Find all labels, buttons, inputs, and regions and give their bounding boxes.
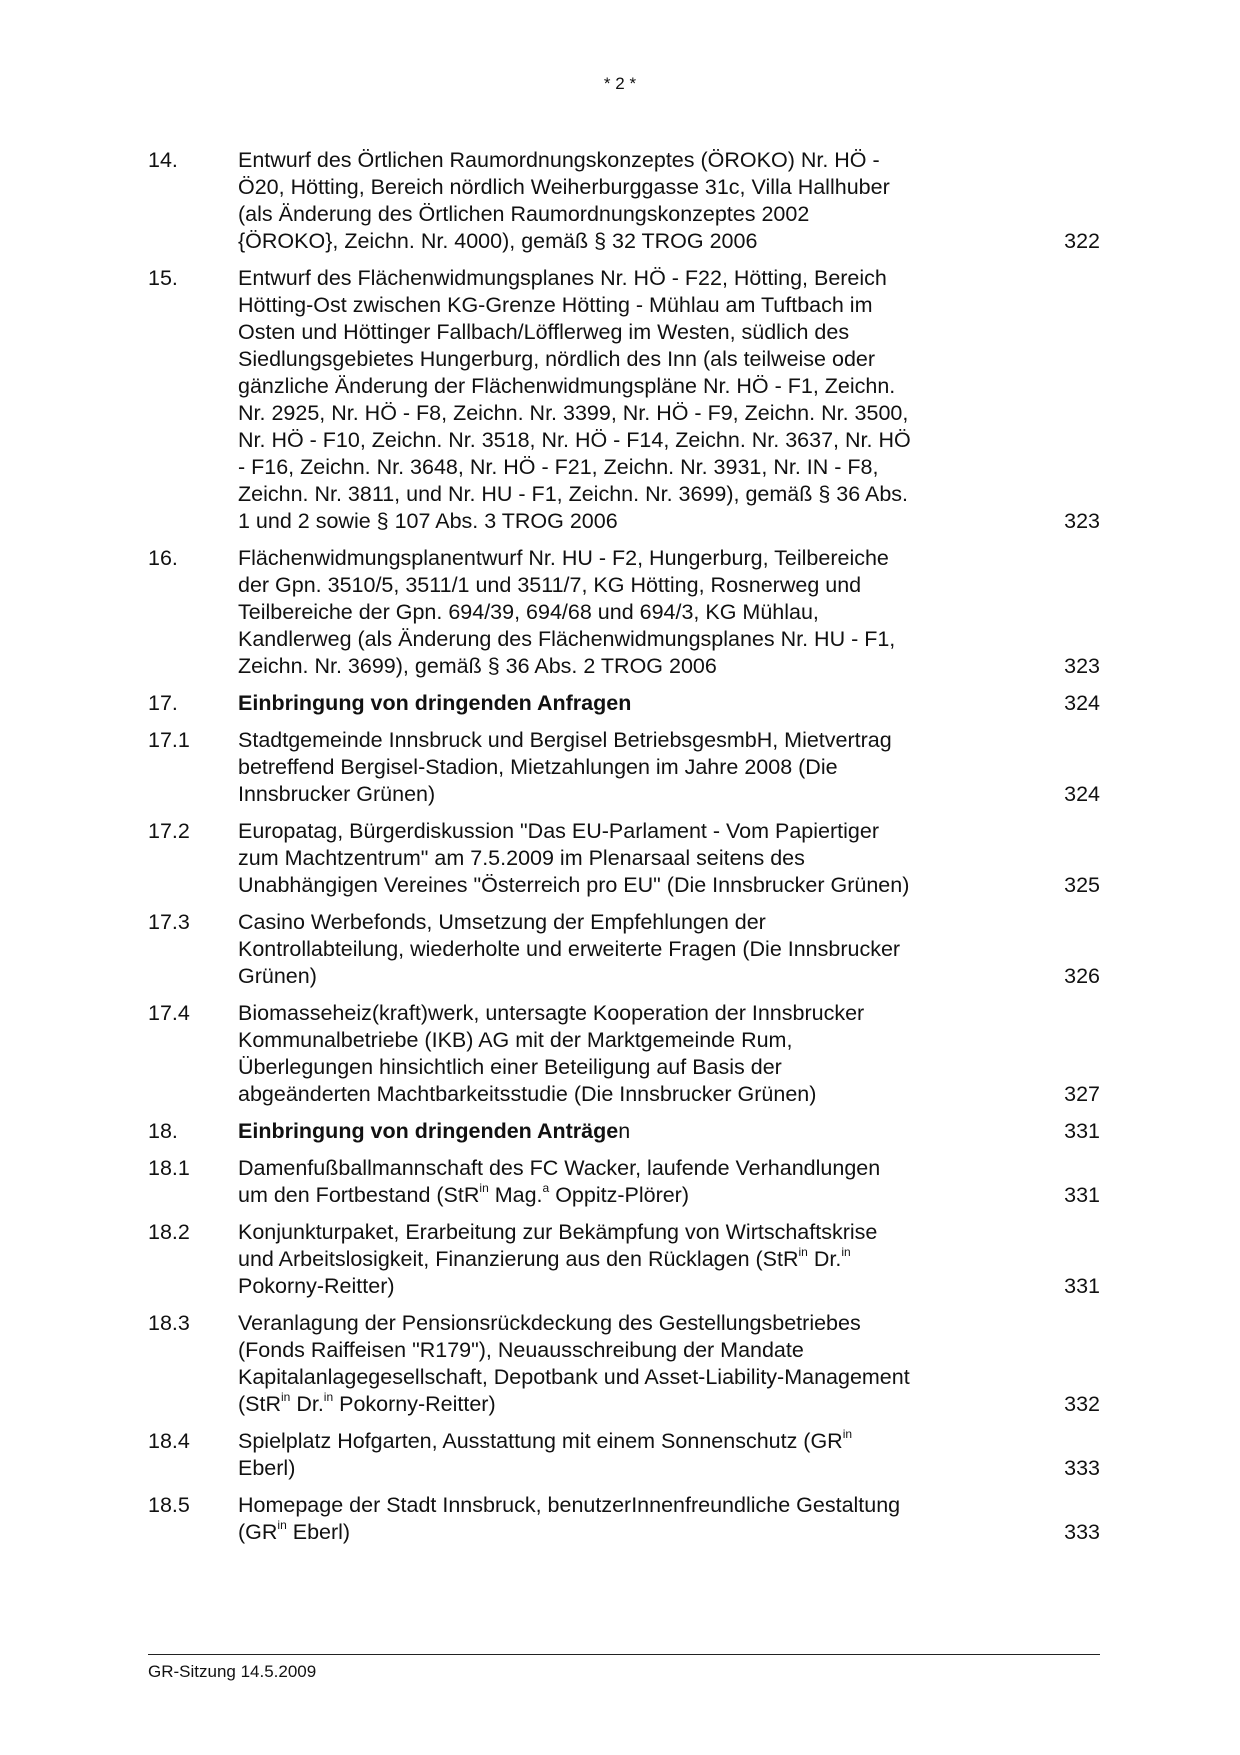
toc-entry-18-3: [148, 1310, 1100, 1418]
toc-entry-18-4: [148, 1428, 1100, 1482]
footer-divider: [148, 1654, 1100, 1655]
entry-title-part: Konjunkturpaket, Erarbeitung zur Bekämpfung von Wirtschaftskrise und Arbeitslosigkeit, Finanzierung aus den Rücklagen (StR: [238, 1220, 878, 1271]
entry-title: [238, 1118, 915, 1145]
entry-number: 17.: [148, 691, 178, 715]
entry-title-part: Pokorny-Reitter): [238, 1274, 395, 1298]
entry-number: 18.: [148, 1119, 178, 1143]
superscript: in: [841, 1244, 851, 1259]
entry-title: [238, 1219, 915, 1300]
entry-title: Europatag, Bürgerdiskussion "Das EU-Parlament - Vom Papiertiger zum Machtzentrum" am 7.5.2009 im Plenarsaal seitens des Unabhängigen Vereines "Österreich pro EU" (Die Innsbrucker Grünen): [238, 819, 910, 897]
entry-title: [238, 1310, 915, 1418]
entry-title-part: Veranlagung der Pensionsrückdeckung des Gestellungsbetriebes (Fonds Raiffeisen "R179"), Neuausschreibung der Mandate Kapitalanlagegesellschaft, Depotbank und Asset-Liability-Management (StR: [238, 1311, 910, 1416]
entry-title-part: Pokorny-Reitter): [333, 1392, 496, 1416]
toc-entry-15: [148, 265, 1100, 535]
entry-page: 322: [1064, 229, 1100, 253]
entry-title: Entwurf des Örtlichen Raumordnungskonzeptes (ÖROKO) Nr. HÖ - Ö20, Hötting, Bereich nördlich Weiherburggasse 31c, Villa Hallhuber (als Änderung des Örtlichen Raumordnungskonzeptes 2002 {ÖROKO}, Zeichn. Nr. 4000), gemäß § 32 TROG 2006: [238, 148, 890, 253]
toc-entry-18-2: [148, 1219, 1100, 1300]
entry-page: 323: [1064, 654, 1100, 678]
entry-page: 333: [1064, 1456, 1100, 1480]
toc-entry-18: [148, 1118, 1100, 1145]
entry-page: 326: [1064, 964, 1100, 988]
entry-page: 327: [1064, 1082, 1100, 1106]
entry-number: 17.1: [148, 728, 190, 752]
entry-title: Stadtgemeinde Innsbruck und Bergisel BetriebsgesmbH, Mietvertrag betreffend Bergisel-Stadion, Mietzahlungen im Jahre 2008 (Die Innsbrucker Grünen): [238, 728, 892, 806]
entry-title: Casino Werbefonds, Umsetzung der Empfehlungen der Kontrollabteilung, wiederholte und erweiterte Fragen (Die Innsbrucker Grünen): [238, 910, 901, 988]
superscript: in: [277, 1517, 287, 1532]
toc-entry-17-3: [148, 909, 1100, 990]
entry-title-part: Spielplatz Hofgarten, Ausstattung mit einem Sonnenschutz (GR: [238, 1429, 843, 1453]
entry-title: [238, 1428, 915, 1482]
entry-title-part: Mag.: [488, 1183, 543, 1207]
entry-number: 18.4: [148, 1429, 190, 1453]
superscript: in: [842, 1426, 853, 1441]
entry-page: 331: [1064, 1274, 1100, 1298]
superscript: in: [323, 1389, 334, 1404]
entry-title-part: Eberl): [286, 1520, 351, 1544]
entry-title-part: Oppitz-Plörer): [549, 1183, 690, 1207]
entry-title-part: Eberl): [238, 1456, 296, 1480]
entry-number: 18.2: [148, 1220, 190, 1244]
entry-page: 331: [1064, 1119, 1100, 1143]
entry-number: 16.: [148, 546, 178, 570]
entry-page: 333: [1064, 1520, 1100, 1544]
entry-number: 17.2: [148, 819, 190, 843]
toc-entry-18-1: [148, 1155, 1100, 1209]
entry-title-part: Dr.: [807, 1247, 842, 1271]
entry-title: [238, 1492, 915, 1546]
entry-number: 17.4: [148, 1001, 190, 1025]
toc-entry-18-5: [148, 1492, 1100, 1546]
entry-title-bold: Einbringung von dringenden Anträge: [238, 1119, 619, 1143]
toc-entry-17-1: [148, 727, 1100, 808]
entry-title-part: Dr.: [290, 1392, 324, 1416]
superscript: in: [798, 1244, 808, 1259]
entry-title: Entwurf des Flächenwidmungsplanes Nr. HÖ - F22, Hötting, Bereich Hötting-Ost zwischen KG-Grenze Hötting - Mühlau am Tuftbach im Osten und Höttinger Fallbach/Löfflerweg im Westen, südlich des Siedlungsgebietes Hungerburg, nördlich des Inn (als teilweise oder gänzliche Änderung der Flächenwidmungspläne Nr. HÖ - F1, Zeichn. Nr. 2925, Nr. HÖ - F8, Zeichn. Nr. 3399, Nr. HÖ - F9, Zeichn. Nr. 3500, Nr. HÖ - F10, Zeichn. Nr. 3518, Nr. HÖ - F14, Zeichn. Nr. 3637, Nr. HÖ - F16, Zeichn. Nr. 3648, Nr. HÖ - F21, Zeichn. Nr. 3931, Nr. IN - F8, Zeichn. Nr. 3811, und Nr. HU - F1, Zeichn. Nr. 3699), gemäß § 36 Abs. 1 und 2 sowie § 107 Abs. 3 TROG 2006: [238, 266, 911, 533]
entry-title: Biomasseheiz(kraft)werk, untersagte Kooperation der Innsbrucker Kommunalbetriebe (IKB) AG mit der Marktgemeinde Rum, Überlegungen hinsichtlich einer Beteiligung auf Basis der abgeänderten Machtbarkeitsstudie (Die Innsbrucker Grünen): [238, 1001, 865, 1106]
entry-title: Einbringung von dringenden Anfragen: [238, 691, 632, 715]
entry-page: 331: [1064, 1183, 1100, 1207]
entry-number: 18.1: [148, 1156, 190, 1180]
toc-entry-17-4: [148, 1000, 1100, 1108]
entry-title-part: Damenfußballmannschaft des FC Wacker, laufende Verhandlungen um den Fortbestand (StR: [238, 1156, 881, 1207]
entry-number: 18.5: [148, 1493, 190, 1517]
entry-page: 325: [1064, 873, 1100, 897]
entry-page: 323: [1064, 509, 1100, 533]
superscript: in: [479, 1180, 489, 1195]
entry-title: [238, 1155, 915, 1209]
entry-number: 15.: [148, 266, 178, 290]
toc-entry-14: [148, 147, 1100, 255]
toc-entry-17: [148, 690, 1100, 717]
entry-title-tail: n: [618, 1119, 631, 1143]
entry-title-part: Homepage der Stadt Innsbruck, benutzerInnenfreundliche Gestaltung (GR: [238, 1493, 901, 1544]
entry-number: 14.: [148, 148, 178, 172]
table-of-contents: [148, 147, 1100, 1556]
entry-page: 324: [1064, 691, 1100, 715]
entry-number: 17.3: [148, 910, 190, 934]
toc-entry-16: [148, 545, 1100, 680]
entry-page: 324: [1064, 782, 1100, 806]
superscript: in: [281, 1389, 291, 1404]
toc-entry-17-2: [148, 818, 1100, 899]
footer-text: GR-Sitzung 14.5.2009: [148, 1662, 317, 1681]
entry-title: Flächenwidmungsplanentwurf Nr. HU - F2, Hungerburg, Teilbereiche der Gpn. 3510/5, 3511/1 und 3511/7, KG Hötting, Rosnerweg und Teilbereiche der Gpn. 694/39, 694/68 und 694/3, KG Mühlau, Kandlerweg (als Änderung des Flächenwidmungsplanes Nr. HU - F1, Zeichn. Nr. 3699), gemäß § 36 Abs. 2 TROG 2006: [238, 546, 896, 678]
entry-page: 332: [1064, 1392, 1100, 1416]
superscript: a: [542, 1180, 550, 1195]
page-number: * 2 *: [603, 74, 637, 93]
entry-number: 18.3: [148, 1311, 190, 1335]
